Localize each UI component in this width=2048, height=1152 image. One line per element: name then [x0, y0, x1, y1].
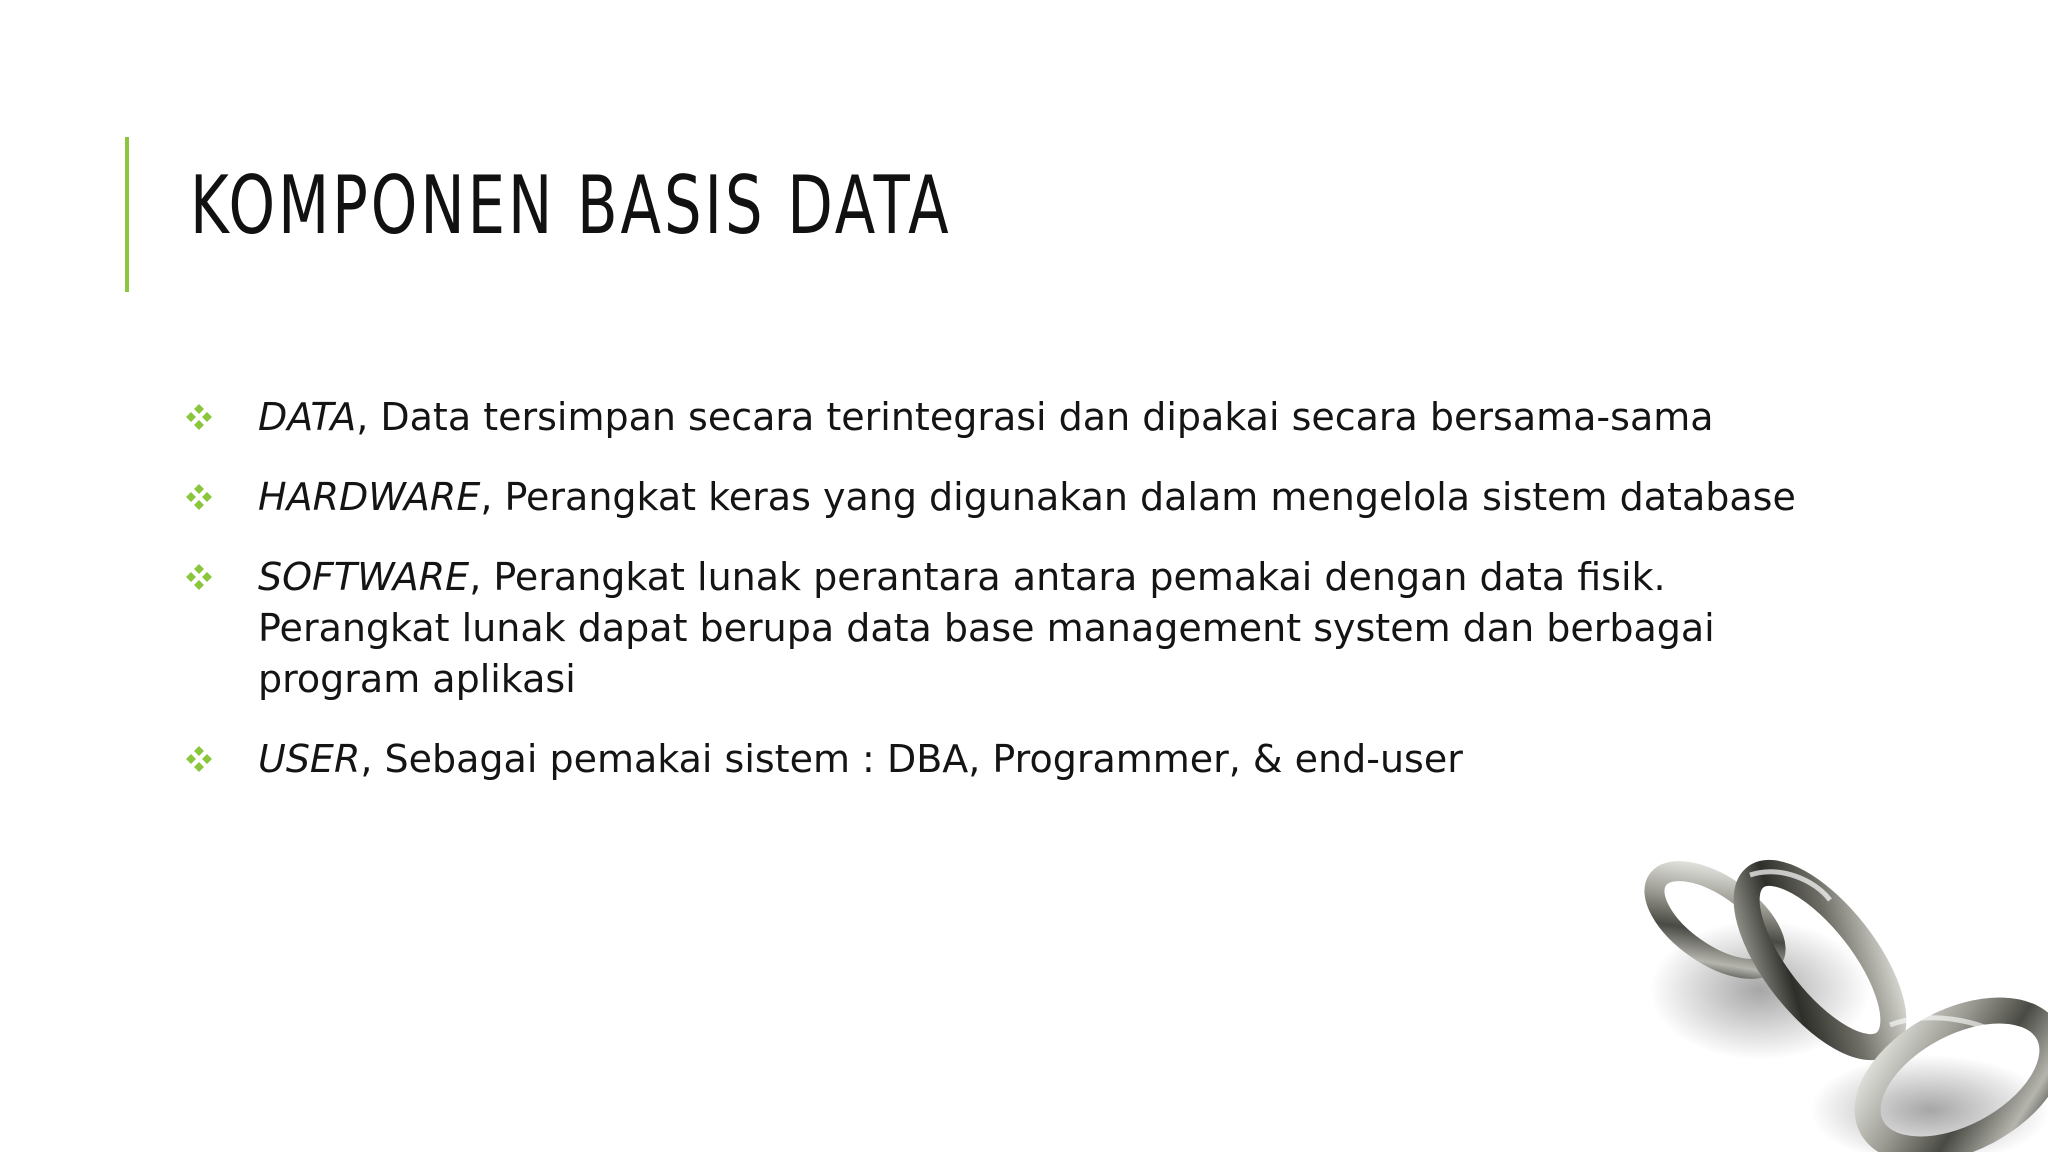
- bullet-term: USER: [258, 737, 361, 781]
- bullet-item-data: [180, 392, 1820, 443]
- four-diamond-bullet-icon: [184, 402, 214, 432]
- bullet-term: SOFTWARE: [258, 555, 470, 599]
- bullet-list: [180, 392, 1820, 814]
- title-accent-bar: [125, 137, 129, 292]
- four-diamond-bullet-icon: [184, 482, 214, 512]
- bullet-item-user: [180, 734, 1820, 785]
- bullet-text: , Perangkat keras yang digunakan dalam mengelola sistem database: [480, 475, 1796, 519]
- bullet-item-software: [180, 552, 1820, 705]
- bullet-term: HARDWARE: [258, 475, 481, 519]
- four-diamond-bullet-icon: [184, 562, 214, 592]
- slide-title: KOMPONEN BASIS DATA: [190, 159, 952, 252]
- bullet-text: , Sebagai pemakai sistem : DBA, Programmer, & end-user: [360, 737, 1463, 781]
- bullet-text: , Perangkat lunak perantara antara pemakai dengan data fisik. Perangkat lunak dapat berupa data base management system dan berbagai program aplikasi: [258, 555, 1715, 701]
- bullet-item-hardware: [180, 472, 1820, 523]
- four-diamond-bullet-icon: [184, 744, 214, 774]
- chain-links-image: [1630, 840, 2048, 1152]
- bullet-term: DATA: [258, 395, 357, 439]
- bullet-text: , Data tersimpan secara terintegrasi dan dipakai secara bersama-sama: [356, 395, 1714, 439]
